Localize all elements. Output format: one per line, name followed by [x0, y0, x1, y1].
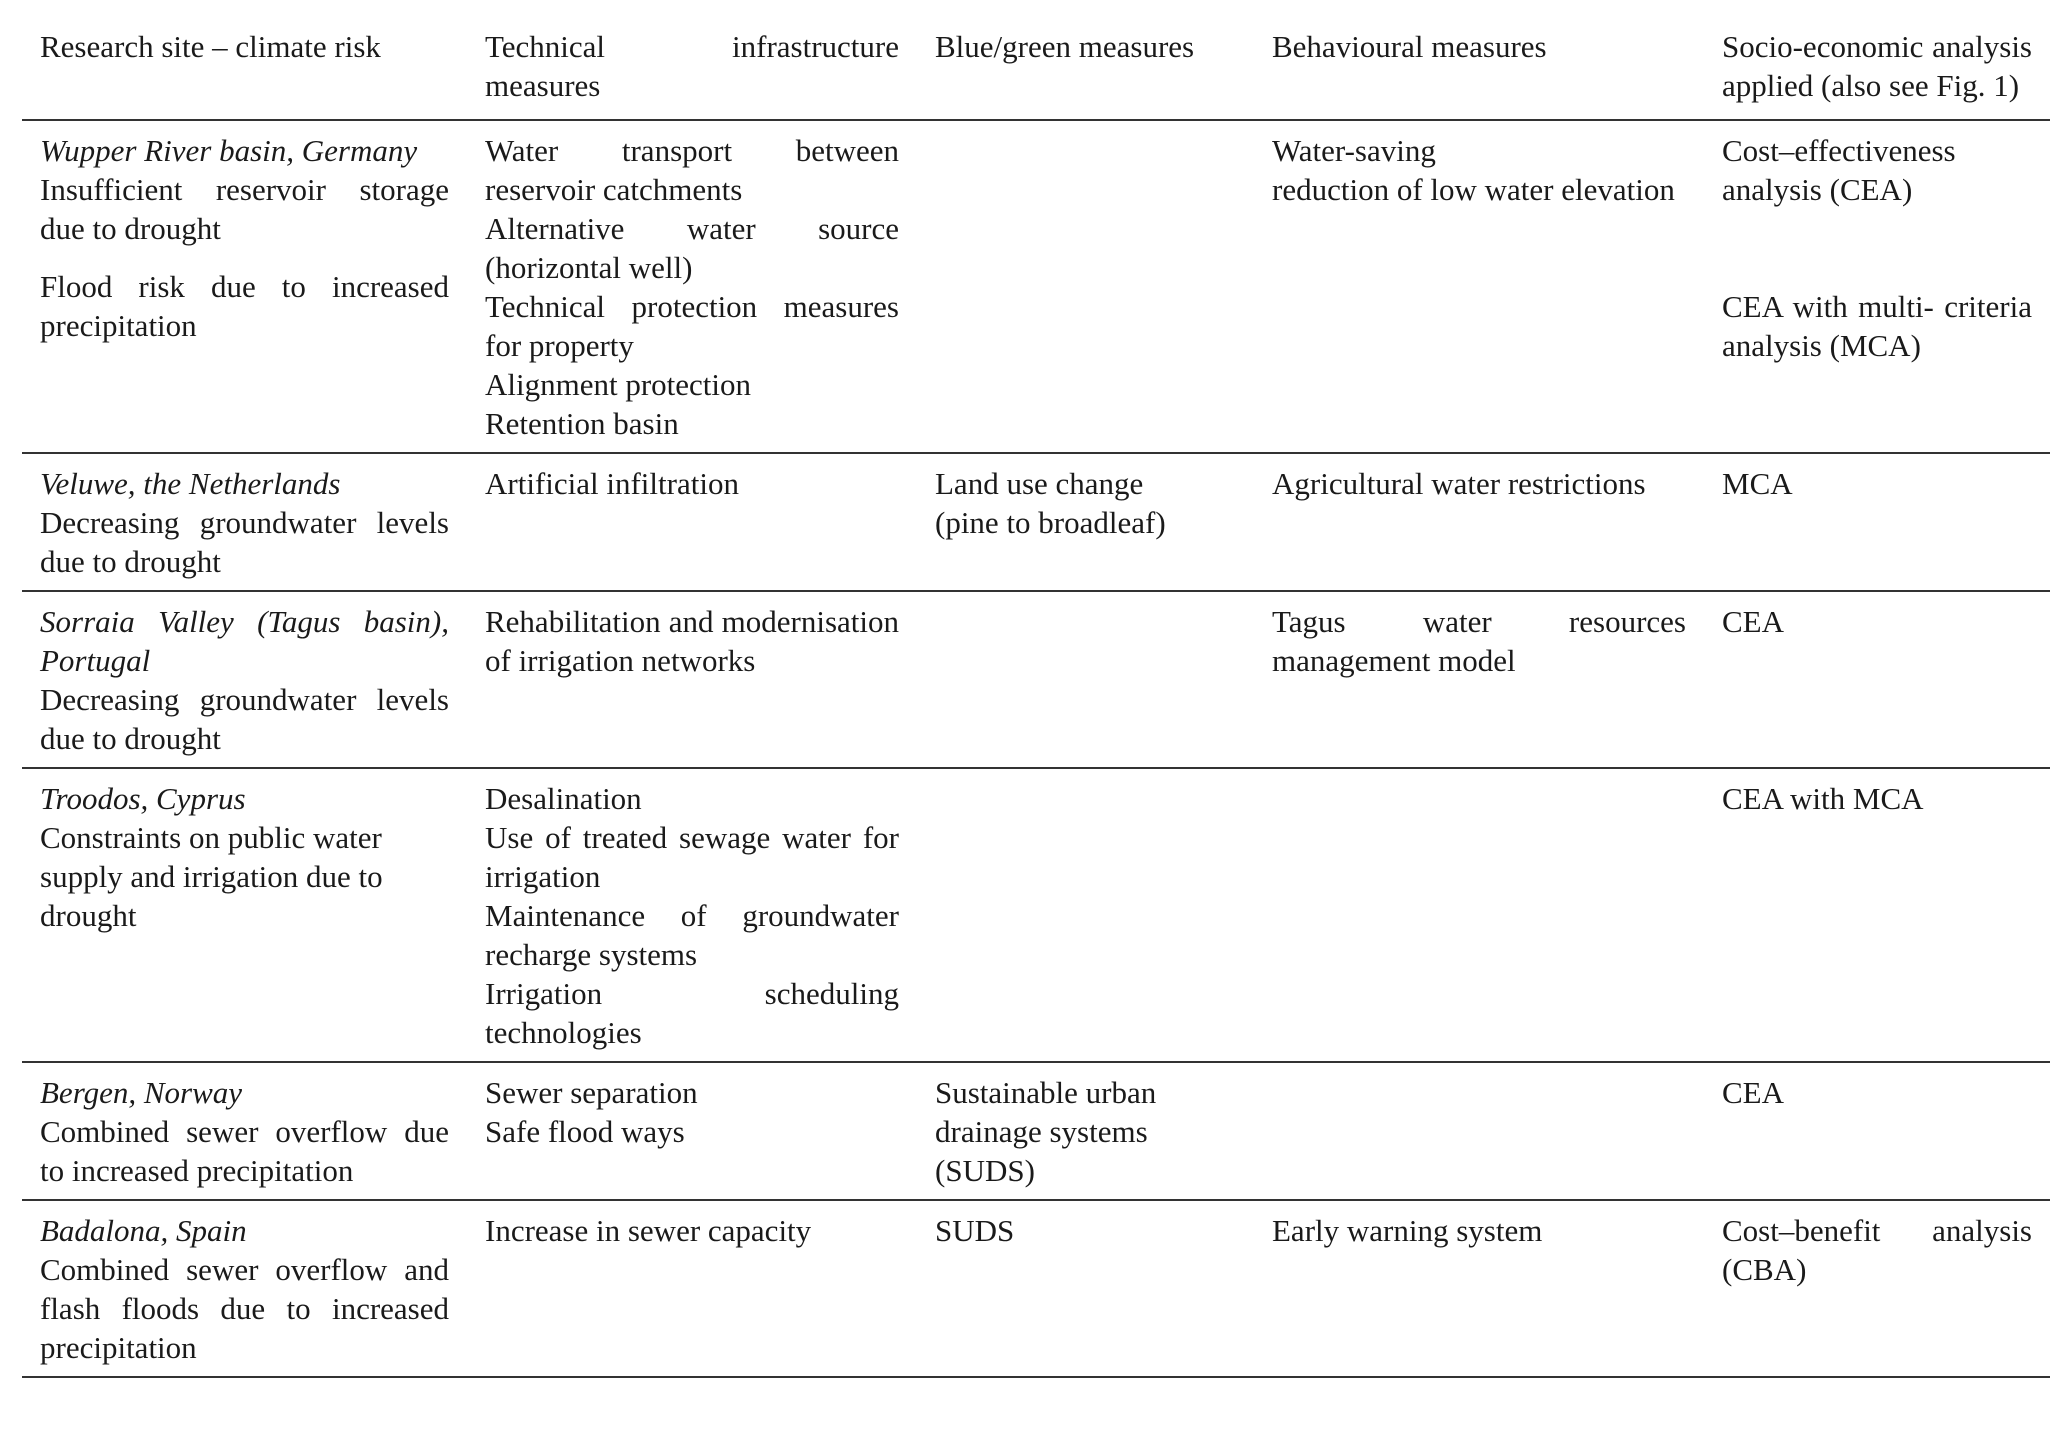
technical-measure: Retention basin [485, 406, 679, 441]
behavioural-cell [1254, 120, 1704, 453]
socio-economic-analysis: MCA [1722, 466, 1793, 501]
socio-economic-cell [1704, 453, 2050, 591]
technical-measure: Alignment protection [485, 367, 752, 402]
technical-measure: Artificial infiltration [485, 466, 739, 501]
site-cell [22, 591, 467, 768]
climate-risk: Decreasing groundwater levels due to drought [40, 505, 449, 579]
behavioural-cell [1254, 1062, 1704, 1200]
blue-green-cell [917, 120, 1254, 453]
blue-green-cell [917, 768, 1254, 1062]
socio-economic-analysis: CEA [1722, 1075, 1784, 1110]
technical-measure: Safe flood ways [485, 1114, 685, 1149]
site-name: Wupper River basin, Germany [40, 133, 418, 168]
climate-risk: Insufficient reservoir storage due to drought [40, 172, 449, 246]
blue-green-measure: drainage systems [935, 1114, 1148, 1149]
blue-green-measure: Sustainable urban [935, 1075, 1157, 1110]
blue-green-cell [917, 1062, 1254, 1200]
behavioural-cell [1254, 591, 1704, 768]
technical-measure: Sewer separation [485, 1075, 698, 1110]
socio-economic-analysis: CEA [1722, 604, 1784, 639]
blue-green-measure: (SUDS) [935, 1153, 1035, 1188]
technical-cell [467, 120, 917, 453]
socio-economic-cell [1704, 768, 2050, 1062]
header-technical-infrastructure: Technical infrastructure measures [467, 0, 917, 120]
site-cell [22, 120, 467, 453]
measures-table [22, 0, 2050, 1378]
socio-economic-analysis: Cost–benefit analysis (CBA) [1722, 1213, 2032, 1287]
blue-green-cell [917, 1200, 1254, 1377]
blue-green-measure: SUDS [935, 1213, 1015, 1248]
technical-measure: Technical protection measures for property [485, 289, 899, 363]
blue-green-measure: (pine to broadleaf) [935, 505, 1166, 540]
behavioural-measure: Agricultural water restrictions [1272, 466, 1646, 501]
socio-economic-analysis: Cost–effectiveness analysis (CEA) [1722, 133, 1956, 207]
behavioural-measure: Early warning system [1272, 1213, 1543, 1248]
site-name: Bergen, Norway [40, 1075, 243, 1110]
technical-measure: Alternative water source (horizontal well) [485, 211, 899, 285]
table-row [22, 1062, 2050, 1200]
technical-cell [467, 1062, 917, 1200]
technical-measure: Use of treated sewage water for irrigation [485, 820, 899, 894]
behavioural-measure: Tagus water resources management model [1272, 604, 1686, 678]
climate-risk: Constraints on public water supply and irrigation due to drought [40, 820, 383, 933]
table-row [22, 768, 2050, 1062]
behavioural-measure: reduction of low water elevation [1272, 172, 1675, 207]
site-name: Veluwe, the Netherlands [40, 466, 341, 501]
header-research-site: Research site – climate risk [22, 0, 467, 120]
site-name: Badalona, Spain [40, 1213, 247, 1248]
behavioural-cell [1254, 768, 1704, 1062]
header-socio-economic: Socio-economic analysis applied (also see Fig. 1) [1704, 0, 2050, 120]
blue-green-cell [917, 591, 1254, 768]
socio-economic-cell [1704, 120, 2050, 453]
socio-economic-cell [1704, 1062, 2050, 1200]
technical-measure: Irrigation scheduling technologies [485, 976, 899, 1050]
header-row [22, 0, 2050, 120]
measures-table-container [22, 0, 2050, 1378]
technical-measure: Maintenance of groundwater recharge systems [485, 898, 899, 972]
site-cell [22, 1062, 467, 1200]
site-cell [22, 453, 467, 591]
blue-green-cell [917, 453, 1254, 591]
header-blue-green: Blue/green measures [917, 0, 1254, 120]
table-body [22, 120, 2050, 1377]
site-cell [22, 1200, 467, 1377]
socio-economic-cell [1704, 591, 2050, 768]
behavioural-measure: Water-saving [1272, 133, 1436, 168]
site-name: Troodos, Cyprus [40, 781, 246, 816]
climate-risk: Decreasing groundwater levels due to drought [40, 682, 449, 756]
site-name: Sorraia Valley (Tagus basin), Portugal [40, 604, 449, 678]
socio-economic-analysis: CEA with MCA [1722, 781, 1924, 816]
socio-economic-cell [1704, 1200, 2050, 1377]
technical-measure: Rehabilitation and modernisation of irrigation networks [485, 604, 899, 678]
technical-measure: Desalination [485, 781, 642, 816]
climate-risk: Combined sewer overflow due to increased precipitation [40, 1114, 449, 1188]
site-cell [22, 768, 467, 1062]
technical-measure: Water transport between reservoir catchments [485, 133, 899, 207]
climate-risk: Combined sewer overflow and flash floods due to increased precipitation [40, 1252, 449, 1365]
technical-cell [467, 768, 917, 1062]
table-row [22, 591, 2050, 768]
technical-cell [467, 591, 917, 768]
behavioural-cell [1254, 453, 1704, 591]
behavioural-cell [1254, 1200, 1704, 1377]
table-row [22, 120, 2050, 453]
table-row [22, 453, 2050, 591]
table-header [22, 0, 2050, 120]
technical-measure: Increase in sewer capacity [485, 1213, 812, 1248]
header-behavioural: Behavioural measures [1254, 0, 1704, 120]
table-row [22, 1200, 2050, 1377]
blue-green-measure: Land use change [935, 466, 1144, 501]
socio-economic-analysis: CEA with multi- criteria analysis (MCA) [1722, 289, 2032, 363]
climate-risk: Flood risk due to increased precipitation [40, 269, 449, 343]
technical-cell [467, 1200, 917, 1377]
technical-cell [467, 453, 917, 591]
